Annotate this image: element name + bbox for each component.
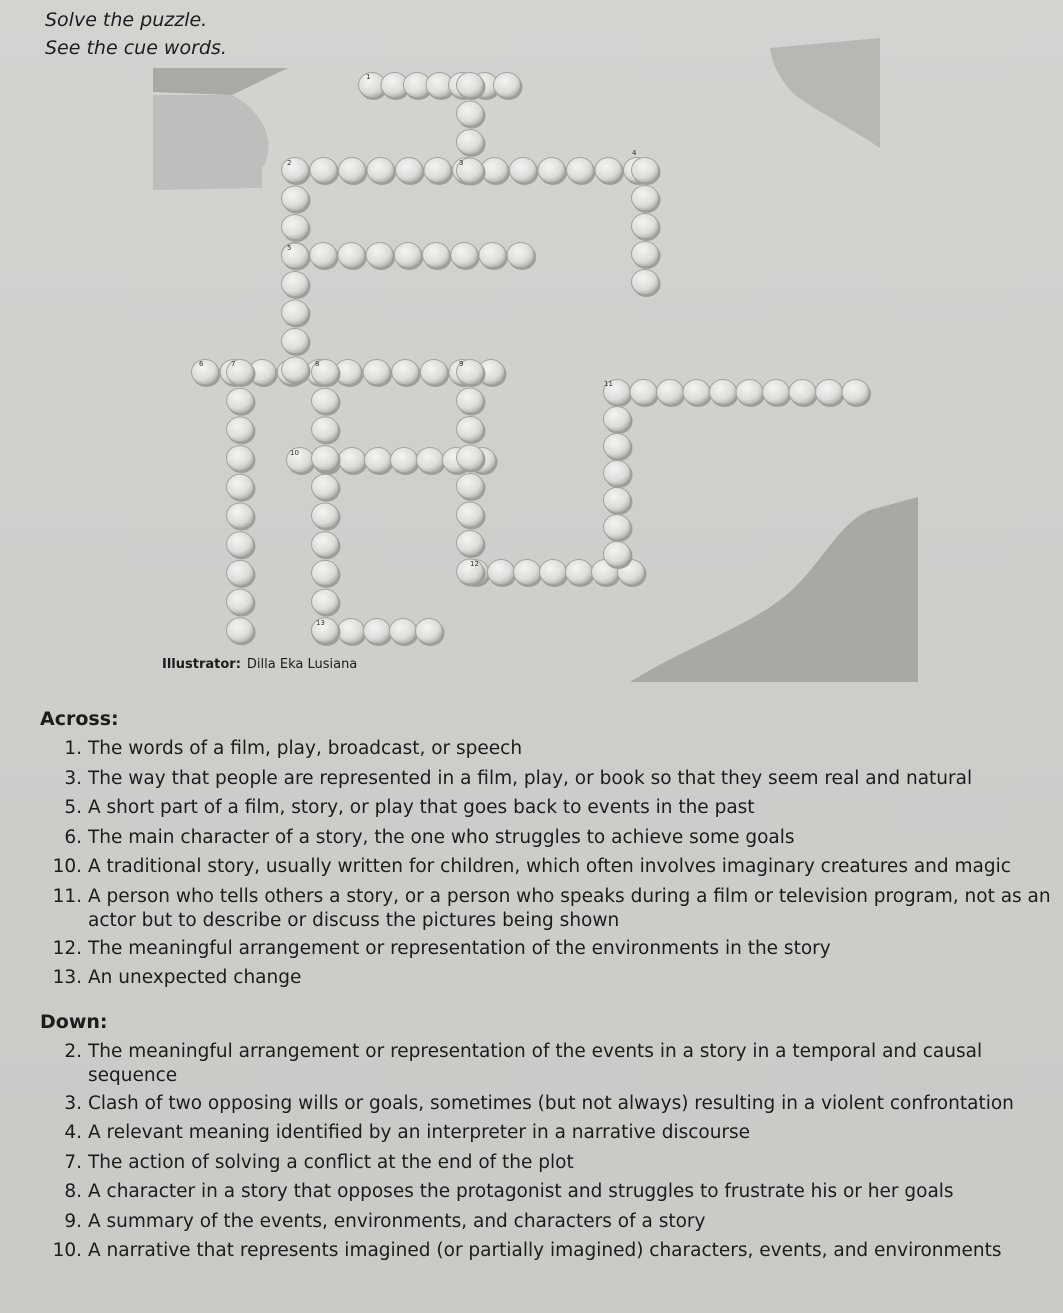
crossword-cell <box>736 380 763 405</box>
crossword-cell <box>510 158 537 183</box>
illustrator-credit <box>162 657 357 672</box>
clue-number: 11. <box>52 885 82 907</box>
crossword-cell <box>310 243 337 268</box>
cell-number: 11 <box>604 380 613 388</box>
crossword-cell <box>312 388 339 413</box>
crossword-cell <box>227 474 254 499</box>
cell-number: 2 <box>287 159 292 167</box>
crossword-cell <box>789 380 816 405</box>
crossword-cell <box>396 158 423 183</box>
crossword-cell <box>451 243 478 268</box>
cell-number: 8 <box>315 360 320 368</box>
clue-number: 10. <box>52 856 82 877</box>
crossword-cell <box>457 101 484 126</box>
crossword-cell <box>457 73 484 98</box>
across-title: Across: <box>40 708 119 730</box>
clue-number: 2. <box>64 1040 82 1062</box>
crossword-cell <box>416 619 443 644</box>
crossword-cell <box>604 488 631 513</box>
crossword-cell <box>604 461 631 486</box>
decor-shape-top-right <box>770 38 880 148</box>
crossword-cell <box>282 272 309 297</box>
crossword-cell <box>310 158 337 183</box>
clue-text: The meaningful arrangement or representation of the events in a story in a temporal and causal sequence <box>88 1040 983 1086</box>
clue-number: 6. <box>64 826 82 848</box>
crossword-cell <box>339 158 366 183</box>
crossword-cell <box>312 589 339 614</box>
clue-text: The way that people are represented in a film, play, or book so that they seem real and natural <box>88 767 973 789</box>
crossword-cell <box>227 388 254 413</box>
crossword-cell <box>457 502 484 527</box>
clue-text: An unexpected change <box>88 967 302 988</box>
crossword-cell <box>479 243 506 268</box>
decor-shape-bottom-right <box>630 497 918 682</box>
crossword-cell <box>494 73 521 98</box>
crossword-cell <box>227 503 254 528</box>
down-clue <box>36 1236 1058 1266</box>
crossword-cell <box>514 560 541 585</box>
crossword-cell <box>338 243 365 268</box>
crossword-cell <box>282 300 309 325</box>
crossword-cell <box>282 243 309 268</box>
crossword-cell <box>312 503 339 528</box>
cell-number: 13 <box>316 619 325 627</box>
crossword-cell <box>657 380 684 405</box>
clue-text: A narrative that represents imagined (or partially imagined) characters, events, and environments <box>88 1240 1002 1261</box>
crossword-cell <box>282 329 309 354</box>
crossword-cell <box>282 186 309 211</box>
crossword-cell <box>312 560 339 585</box>
cell-number: 10 <box>290 449 299 457</box>
across-clue <box>36 734 1058 764</box>
crossword-cell <box>632 270 659 295</box>
crossword-cell <box>423 243 450 268</box>
cell-number: 7 <box>231 360 236 368</box>
crossword-cell <box>566 560 593 585</box>
cell-number: 1 <box>366 73 371 81</box>
across-clue <box>36 963 1058 993</box>
down-clue <box>36 1037 1058 1089</box>
clues-section <box>36 704 1058 1266</box>
crossword-cell <box>424 158 451 183</box>
crossword-cell <box>457 388 484 413</box>
crossword-cell <box>366 243 393 268</box>
crossword-cell <box>339 448 366 473</box>
crossword-cell <box>842 380 869 405</box>
down-clue <box>36 1148 1058 1178</box>
cell-number: 5 <box>287 244 292 252</box>
clue-number: 7. <box>64 1151 82 1173</box>
crossword-cell <box>312 532 339 557</box>
decor-shape-left-blob <box>153 95 268 190</box>
crossword-cell <box>282 158 309 183</box>
crossword-cell <box>457 417 484 442</box>
crossword-cell <box>457 474 484 499</box>
illustrator-label: Illustrator: <box>162 657 241 672</box>
across-clue <box>36 934 1058 964</box>
instruction-solve: Solve the puzzle. <box>45 9 208 31</box>
clue-text: Clash of two opposing wills or goals, sometimes (but not always) resulting in a violent confrontation <box>88 1092 1014 1114</box>
crossword-cell <box>457 130 484 155</box>
crossword-cell <box>420 360 447 385</box>
crossword-cell <box>417 448 444 473</box>
crossword-cell <box>282 215 309 240</box>
clue-text: A traditional story, usually written for children, which often involves imaginary creatures and magic <box>88 856 1011 877</box>
clue-number: 5. <box>64 797 82 818</box>
across-clue <box>36 852 1058 882</box>
crossword-cell <box>367 158 394 183</box>
cell-number: 9 <box>459 360 464 368</box>
clue-number: 13. <box>52 967 82 988</box>
crossword-cell <box>710 380 737 405</box>
crossword-cell <box>632 214 659 239</box>
clue-text: The action of solving a conflict at the end of the plot <box>88 1151 574 1173</box>
crossword-cell <box>632 186 659 211</box>
crossword-cell <box>604 542 631 567</box>
crossword-cell <box>282 357 309 382</box>
across-clue <box>36 764 1058 794</box>
crossword-cells <box>192 73 872 647</box>
across-clue <box>36 793 1058 823</box>
crossword-cell <box>595 158 622 183</box>
clue-text: The words of a film, play, broadcast, or speech <box>88 738 523 759</box>
crossword-cell <box>394 243 421 268</box>
down-clue <box>36 1089 1058 1119</box>
crossword-cell <box>363 360 390 385</box>
crossword-cell <box>816 380 843 405</box>
crossword-cell <box>392 360 419 385</box>
clue-number: 4. <box>64 1122 82 1143</box>
clue-number: 3. <box>64 1092 82 1114</box>
cell-number: 12 <box>470 560 479 568</box>
crossword-cell <box>312 474 339 499</box>
crossword-cell <box>365 448 392 473</box>
crossword-cell <box>507 243 534 268</box>
crossword-cell <box>632 242 659 267</box>
crossword-cell <box>227 446 254 471</box>
decor-shape-top-left <box>153 68 288 95</box>
crossword-cell <box>227 417 254 442</box>
crossword-cell <box>227 560 254 585</box>
crossword-cell <box>604 515 631 540</box>
section-gap <box>36 993 1058 1007</box>
crossword-cell <box>227 618 254 643</box>
across-clue <box>36 823 1058 853</box>
crossword-cell <box>488 560 515 585</box>
illustrator-name: Dilla Eka Lusiana <box>246 657 358 672</box>
crossword-cell <box>364 619 391 644</box>
clue-text: A relevant meaning identified by an interpreter in a narrative discourse <box>88 1122 751 1143</box>
crossword-cell <box>312 417 339 442</box>
clue-text: The meaningful arrangement or representation of the environments in the story <box>88 937 831 959</box>
clue-text: A summary of the events, environments, and characters of a story <box>88 1210 706 1232</box>
instruction-cue: See the cue words. <box>45 37 227 59</box>
clue-number: 12. <box>52 937 82 959</box>
clue-number: 9. <box>64 1210 82 1232</box>
crossword-cell <box>632 158 659 183</box>
crossword-cell <box>312 446 339 471</box>
crossword-cell <box>538 158 565 183</box>
clue-text: A character in a story that opposes the protagonist and struggles to frustrate his or her goals <box>88 1181 954 1202</box>
crossword-cell <box>338 619 365 644</box>
cell-number: 6 <box>199 360 204 368</box>
crossword-cell <box>604 434 631 459</box>
crossword-cell <box>540 560 567 585</box>
down-clue <box>36 1207 1058 1237</box>
clue-text: A person who tells others a story, or a person who speaks during a film or television program, not as an actor but to describe or discuss the pictures being shown <box>88 885 1051 931</box>
across-clue <box>36 882 1058 934</box>
clue-text: The main character of a story, the one who struggles to achieve some goals <box>88 826 795 848</box>
crossword-cell <box>192 360 219 385</box>
crossword-cell <box>390 619 417 644</box>
clue-number: 3. <box>64 767 82 789</box>
down-list <box>36 1037 1058 1266</box>
clue-number: 8. <box>64 1181 82 1202</box>
crossword-cell <box>604 407 631 432</box>
down-clue <box>36 1177 1058 1207</box>
crossword-cell <box>391 448 418 473</box>
crossword-cell <box>763 380 790 405</box>
clue-number: 1. <box>64 738 82 759</box>
crossword-cell <box>630 380 657 405</box>
crossword-cell <box>457 531 484 556</box>
across-list <box>36 734 1058 993</box>
crossword-cell <box>683 380 710 405</box>
crossword-cell <box>227 532 254 557</box>
cell-number: 3 <box>459 159 464 167</box>
down-title: Down: <box>40 1010 108 1033</box>
crossword-cell <box>567 158 594 183</box>
crossword-cell <box>457 445 484 470</box>
down-clue <box>36 1118 1058 1148</box>
clue-text: A short part of a film, story, or play that goes back to events in the past <box>88 797 755 818</box>
cell-number: 4 <box>632 149 637 157</box>
crossword-cell <box>227 589 254 614</box>
clue-number: 10. <box>52 1240 82 1261</box>
